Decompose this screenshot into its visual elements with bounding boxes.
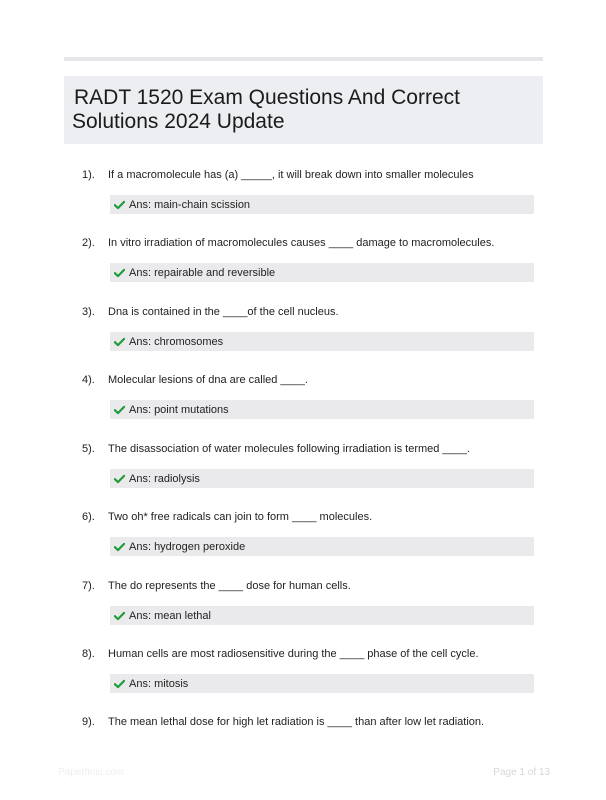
answer-text: Ans: point mutations <box>129 403 229 416</box>
answer-box <box>110 469 534 488</box>
question-item <box>82 509 534 553</box>
question-text: The mean lethal dose for high let radiation is ____ than after low let radiation. <box>108 716 485 728</box>
question-item <box>82 235 534 279</box>
question-item <box>82 714 534 734</box>
question-text: Molecular lesions of dna are called ____. <box>108 374 308 386</box>
check-icon <box>114 474 125 484</box>
question-text: The do represents the ____ dose for human cells. <box>108 580 351 592</box>
answer-box <box>110 606 534 625</box>
answer-box <box>110 332 534 351</box>
top-divider <box>64 57 543 61</box>
question-text: Human cells are most radiosensitive during the ____ phase of the cell cycle. <box>108 648 479 660</box>
question-number: 6). <box>82 511 95 523</box>
answer-text: Ans: chromosomes <box>129 335 224 348</box>
page-indicator: Page 1 of 13 <box>493 767 550 778</box>
answer-text: Ans: repairable and reversible <box>129 266 276 279</box>
question-item <box>82 441 534 485</box>
question-text: If a macromolecule has (a) _____, it will break down into smaller molecules <box>108 169 474 181</box>
question-text: The disassociation of water molecules following irradiation is termed ____. <box>108 443 470 455</box>
question-text: In vitro irradiation of macromolecules causes ____ damage to macromolecules. <box>108 237 495 249</box>
question-number: 2). <box>82 237 95 249</box>
document-title-line-1: RADT 1520 Exam Questions And Correct <box>74 86 460 109</box>
question-item <box>82 167 534 211</box>
question-item <box>82 372 534 416</box>
question-number: 3). <box>82 306 95 318</box>
check-icon <box>114 679 125 689</box>
question-text: Dna is contained in the ____of the cell nucleus. <box>108 306 339 318</box>
footer-watermark: Paperfinic.com <box>58 767 125 778</box>
question-item <box>82 304 534 348</box>
answer-box <box>110 537 534 556</box>
answer-text: Ans: mean lethal <box>129 609 211 622</box>
document-title-box <box>64 76 543 144</box>
answer-box <box>110 263 534 282</box>
question-item <box>82 578 534 622</box>
document-title-line-2: Solutions 2024 Update <box>72 110 285 133</box>
check-icon <box>114 542 125 552</box>
check-icon <box>114 268 125 278</box>
check-icon <box>114 405 125 415</box>
answer-text: Ans: mitosis <box>129 677 189 690</box>
answer-text: Ans: hydrogen peroxide <box>129 540 246 553</box>
check-icon <box>114 337 125 347</box>
question-number: 9). <box>82 716 95 728</box>
answer-text: Ans: radiolysis <box>129 472 200 485</box>
question-number: 4). <box>82 374 95 386</box>
answer-box <box>110 400 534 419</box>
question-number: 1). <box>82 169 95 181</box>
check-icon <box>114 611 125 621</box>
question-number: 8). <box>82 648 95 660</box>
question-text: Two oh* free radicals can join to form ____ molecules. <box>108 511 373 523</box>
answer-box <box>110 674 534 693</box>
question-item <box>82 646 534 690</box>
answer-box <box>110 195 534 214</box>
answer-text: Ans: main-chain scission <box>129 198 251 211</box>
question-number: 5). <box>82 443 95 455</box>
question-number: 7). <box>82 580 95 592</box>
check-icon <box>114 200 125 210</box>
